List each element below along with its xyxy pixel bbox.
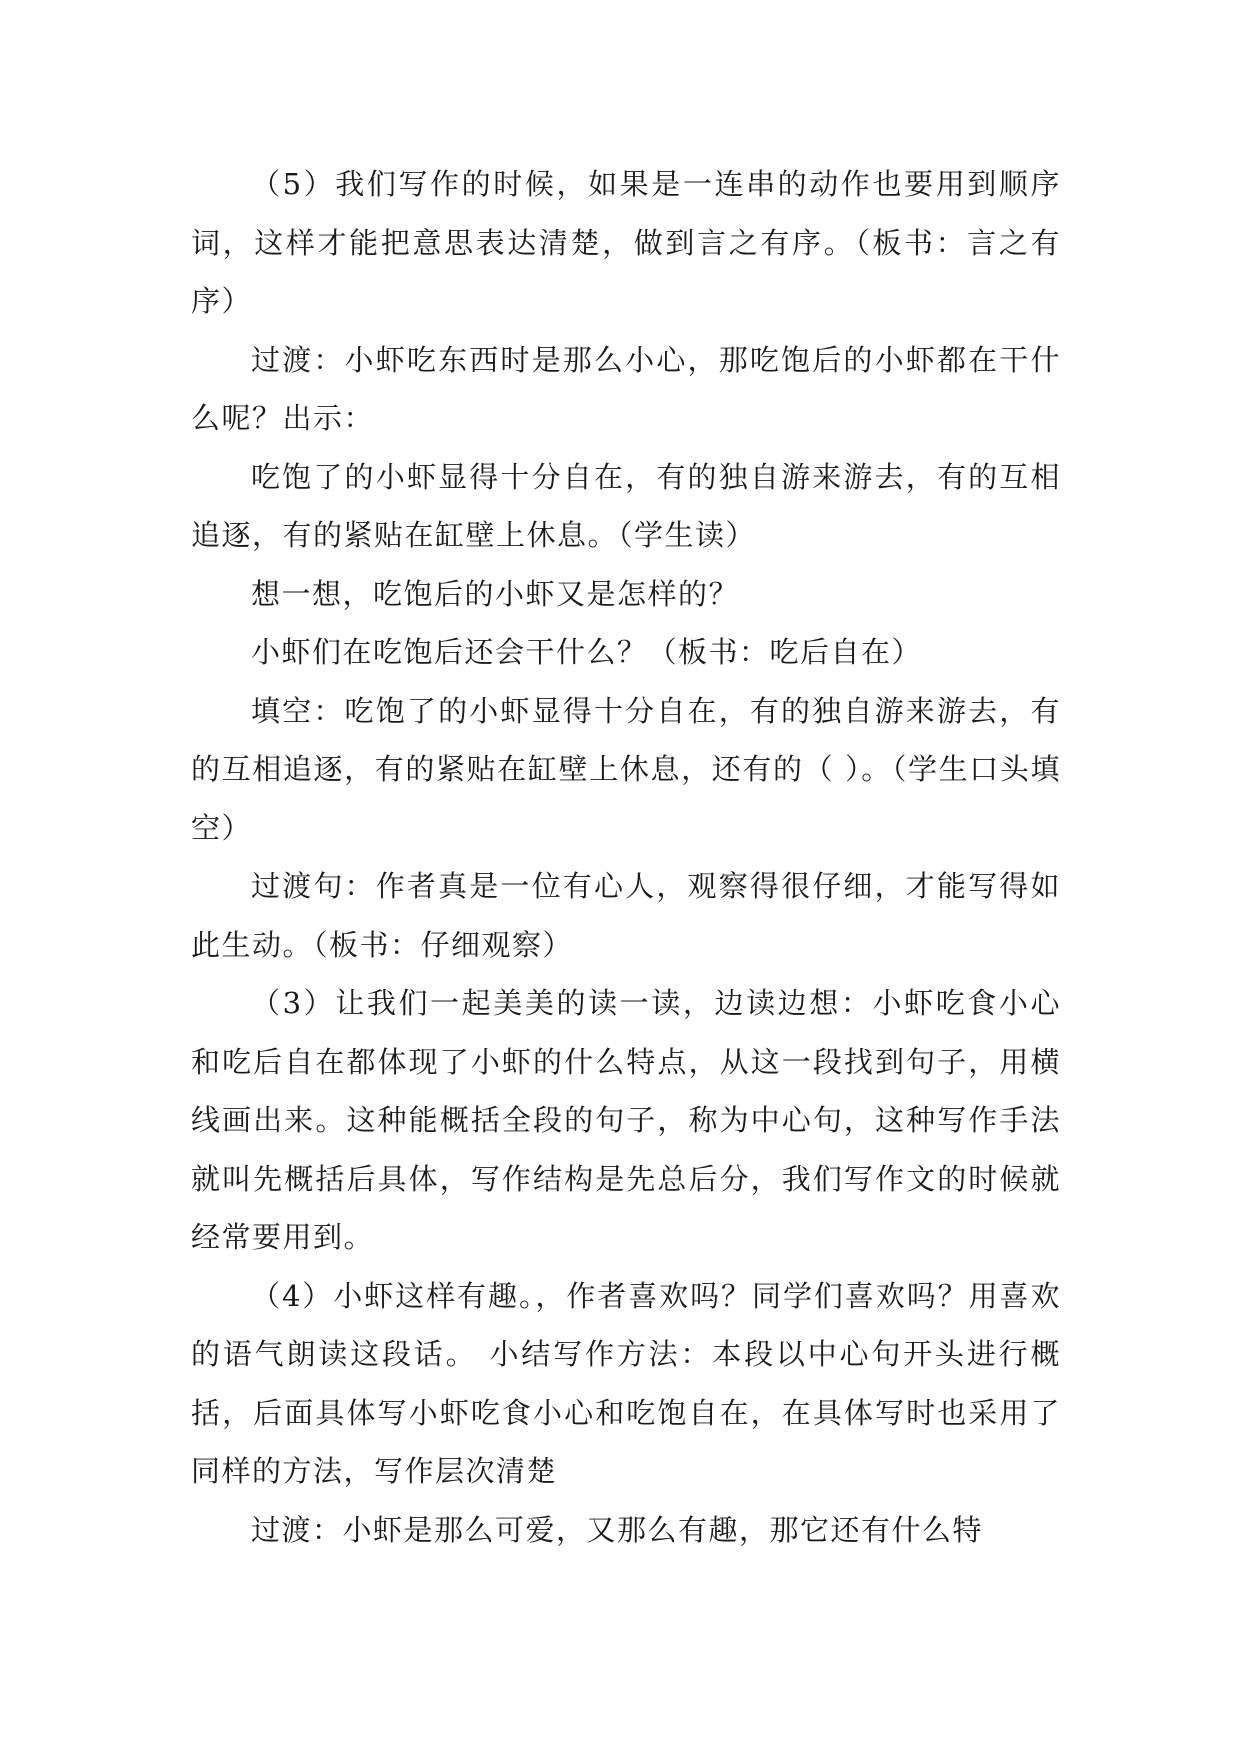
paragraph-quoted-passage: 吃饱了的小虾显得十分自在，有的独自游来游去，有的互相追逐，有的紧贴在缸壁上休息。（学生读）	[191, 459, 1061, 552]
paragraph-transition-next: 过渡：小虾是那么可爱，又那么有趣，那它还有什么特	[251, 1512, 984, 1547]
paragraph-fill-in-blank: 填空：吃饱了的小虾显得十分自在，有的独自游来游去，有的互相追逐，有的紧贴在缸壁上休息，还有的（ ）。（学生口头填空）	[191, 693, 1061, 845]
document-body	[191, 155, 1061, 1559]
paragraph-summary-method: （4）小虾这样有趣。，作者喜欢吗？同学们喜欢吗？用喜欢的语气朗读这段话。 小结写作方法：本段以中心句开头进行概括，后面具体写小虾吃食小心和吃饱自在，在具体写时也采用了同样的方法，写作层次清楚	[191, 1278, 1061, 1488]
paragraph-what-else-question: 小虾们在吃饱后还会干什么？（板书：吃后自在）	[251, 635, 923, 669]
paragraph-writing-order: （5）我们写作的时候，如果是一连串的动作也要用到顺序词，这样才能把意思表达清楚，做到言之有序。（板书：言之有序）	[191, 167, 1061, 318]
paragraph-read-together: （3）让我们一起美美的读一读，边读边想：小虾吃食小心和吃后自在都体现了小虾的什么特点，从这一段找到句子，用横线画出来。这种能概括全段的句子，称为中心句，这种写作手法就叫先概括后具体，写作结构是先总后分，我们写作文的时候就经常要用到。	[191, 986, 1061, 1254]
paragraph-transition-observation: 过渡句：作者真是一位有心人，观察得很仔细，才能写得如此生动。（板书：仔细观察）	[191, 869, 1061, 962]
paragraph-think-question: 想一想，吃饱后的小虾又是怎样的？	[251, 576, 740, 611]
paragraph-transition-after-eating: 过渡：小虾吃东西时是那么小心，那吃饱后的小虾都在干什么呢？出示：	[191, 342, 1061, 435]
